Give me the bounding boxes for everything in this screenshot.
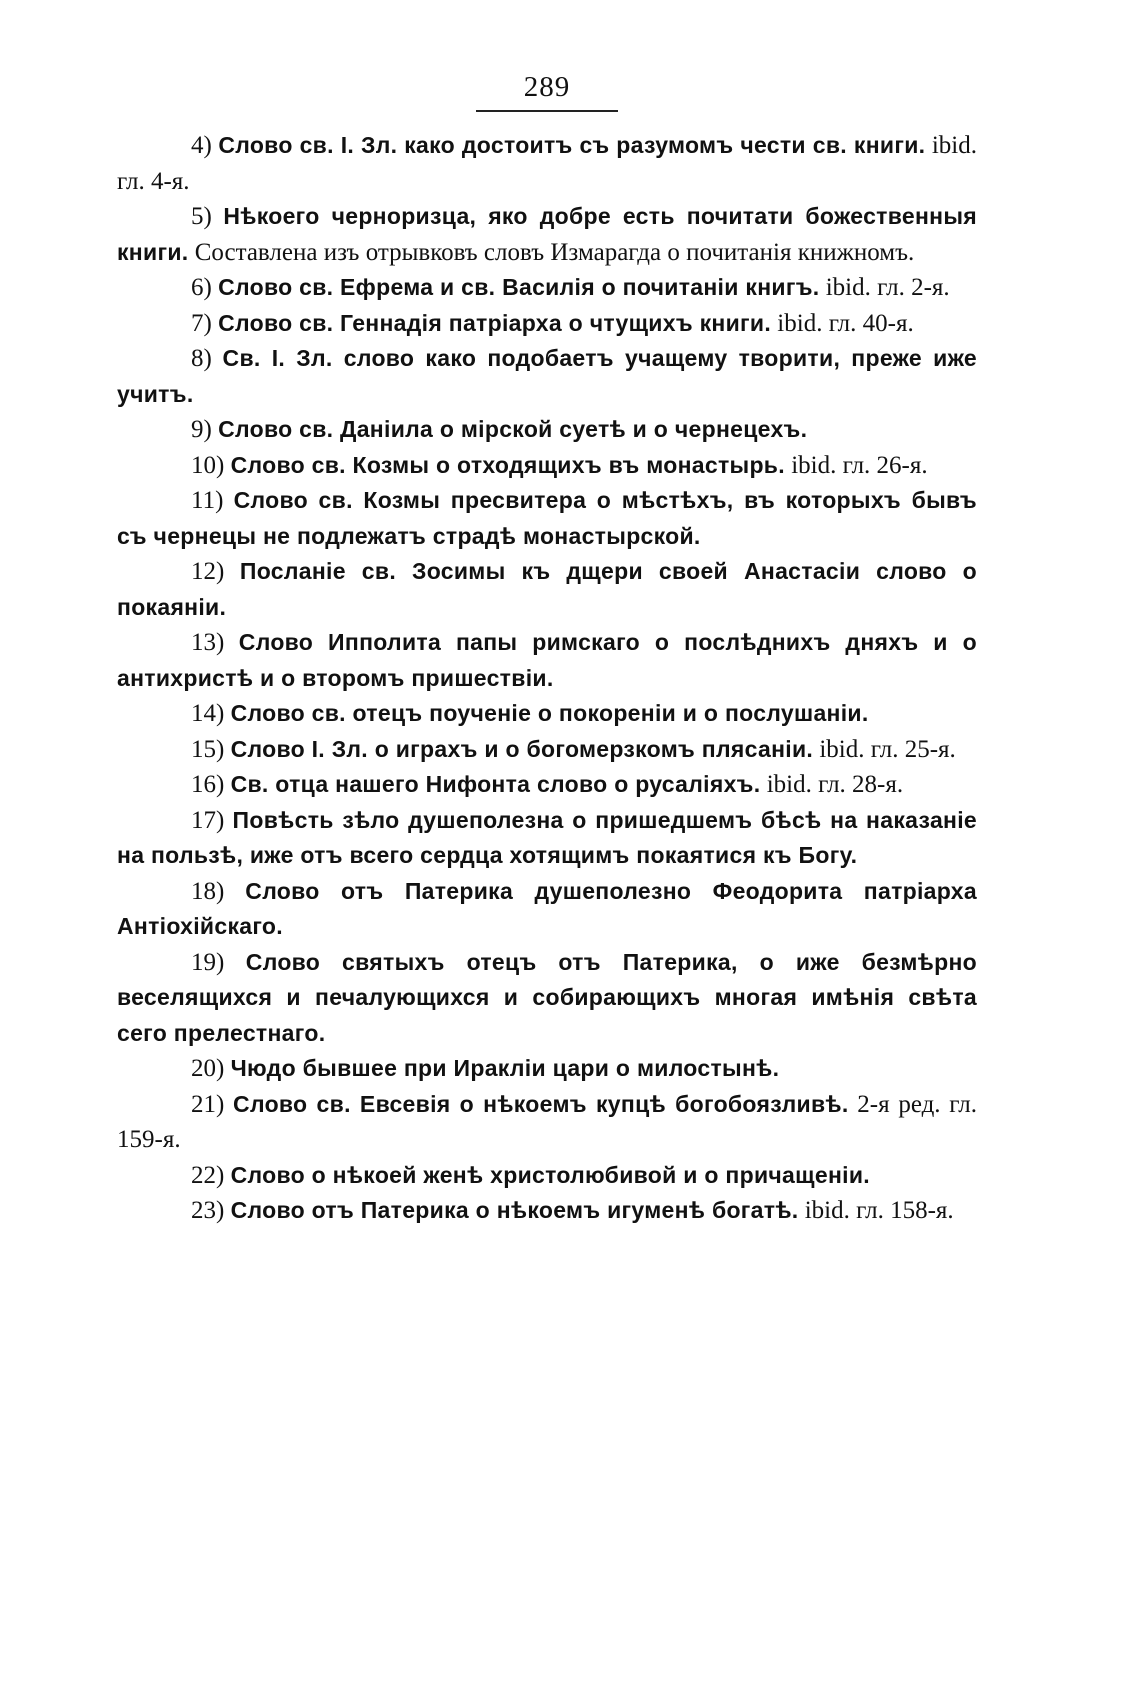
entry-number: 16) [191, 771, 225, 798]
list-item [117, 341, 977, 412]
entry-number: 4) [191, 132, 212, 159]
entry-title: Слово отъ Патерика о нѣкоемъ игуменѣ богатѣ. [230, 1197, 799, 1223]
entry-note: ibid. гл. 158-я. [804, 1197, 954, 1224]
list-item [117, 483, 977, 554]
entry-title: Слово св. Козмы о отходящихъ въ монастырь. [230, 451, 785, 478]
entry-number: 10) [191, 451, 225, 479]
page-number: 289 [523, 71, 571, 103]
entry-note: ibid. гл. 4-я. [117, 132, 978, 195]
entry-title: Слово св. Даніила о мірской суетѣ и о чернецехъ. [218, 416, 808, 442]
page-number-rule [476, 110, 618, 112]
list-item [117, 448, 977, 484]
list-item [117, 270, 977, 306]
entry-title: Нѣкоего черноризца, яко добре есть почитати божественныя книги. [117, 203, 978, 265]
list-item [117, 1158, 977, 1194]
entry-number: 20) [191, 1055, 225, 1082]
entry-note: ibid. гл. 2-я. [825, 274, 950, 301]
entry-number: 22) [191, 1161, 225, 1189]
entry-note: ibid. гл. 25-я. [819, 735, 956, 763]
entry-number: 17) [191, 806, 225, 834]
list-item [117, 199, 977, 270]
entry-number: 14) [191, 700, 225, 727]
entry-title: Слово I. Зл. о играхъ и о богомерзкомъ плясаніи. [230, 735, 814, 762]
book-page [117, 70, 977, 1229]
entry-title: Слово св. I. Зл. како достоитъ съ разумомъ чести св. книги. [218, 132, 926, 158]
list-item [117, 412, 977, 448]
entry-title: Слово отъ Патерика душеполезно Феодорита патріарха Антіохійскаго. [117, 877, 977, 939]
entry-number: 18) [191, 877, 225, 905]
list-item [117, 1193, 977, 1229]
entry-number: 23) [191, 1197, 225, 1224]
entry-title: Слово св. Ефрема и св. Василія о почитаніи книгъ. [218, 274, 820, 300]
entry-note: 2-я ред. гл. 159-я. [117, 1090, 977, 1153]
list-item [117, 625, 977, 696]
list-item [117, 306, 977, 342]
entry-title: Чюдо бывшее при Иракліи цари о милостынѣ. [230, 1055, 780, 1081]
list-item [117, 696, 977, 732]
entry-number: 7) [191, 309, 212, 337]
entry-title: Слово св. Геннадія патріарха о чтущихъ книги. [218, 309, 772, 336]
list-item [117, 767, 977, 803]
list-item [117, 554, 977, 625]
entry-list [117, 128, 977, 1229]
list-item [117, 803, 977, 874]
entry-title: Повѣсть зѣло душеполезна о пришедшемъ бѣсѣ на наказаніе на пользѣ, иже отъ всего сердца хотящимъ покаятися къ Богу. [117, 806, 978, 868]
entry-number: 5) [191, 203, 212, 230]
list-item [117, 128, 977, 199]
entry-title: Слово св. Евсевія о нѣкоемъ купцѣ богобоязливѣ. [233, 1090, 849, 1117]
entry-number: 19) [191, 948, 225, 976]
entry-number: 9) [191, 416, 212, 443]
list-item [117, 874, 977, 945]
entry-title: Посланіе св. Зосимы къ дщери своей Анастасіи слово о покаяніи. [117, 558, 977, 620]
list-item [117, 945, 977, 1052]
list-item [117, 1051, 977, 1087]
entry-title: Слово святыхъ отецъ отъ Патерика, о иже безмѣрно веселящихся и печалующихся и собирающихъ многая имѣнія свѣта сего прелестнаго. [117, 948, 977, 1046]
entry-number: 12) [191, 558, 225, 585]
entry-note: ibid. гл. 28-я. [766, 771, 904, 798]
entry-note: Составлена изъ отрывковъ словъ Измарагда о почитанія книжномъ. [194, 238, 915, 266]
entry-title: Св. отца нашего Нифонта слово о русаліяхъ. [230, 771, 761, 797]
entry-note: ibid. гл. 26-я. [791, 451, 928, 479]
entry-number: 15) [191, 735, 225, 763]
entry-note: ibid. гл. 40-я. [777, 309, 914, 337]
entry-number: 11) [191, 487, 224, 514]
entry-title: Св. I. Зл. слово како подобаетъ учащему творити, преже иже учитъ. [117, 345, 977, 407]
entry-number: 8) [191, 345, 212, 372]
list-item [117, 732, 977, 768]
list-item [117, 1087, 977, 1158]
entry-number: 21) [191, 1090, 225, 1118]
entry-title: Слово о нѣкоей женѣ христолюбивой и о причащеніи. [230, 1161, 870, 1188]
entry-title: Слово Ипполита папы римскаго о послѣднихъ дняхъ и о антихристѣ и о второмъ пришествіи. [117, 629, 977, 691]
entry-number: 6) [191, 274, 212, 301]
entry-title: Слово св. отецъ поученіе о покореніи и о послушаніи. [230, 700, 869, 726]
entry-number: 13) [191, 629, 225, 656]
entry-title: Слово св. Козмы пресвитера о мѣстѣхъ, въ которыхъ бывъ съ чернецы не подлежатъ страдѣ монастырской. [117, 487, 977, 549]
